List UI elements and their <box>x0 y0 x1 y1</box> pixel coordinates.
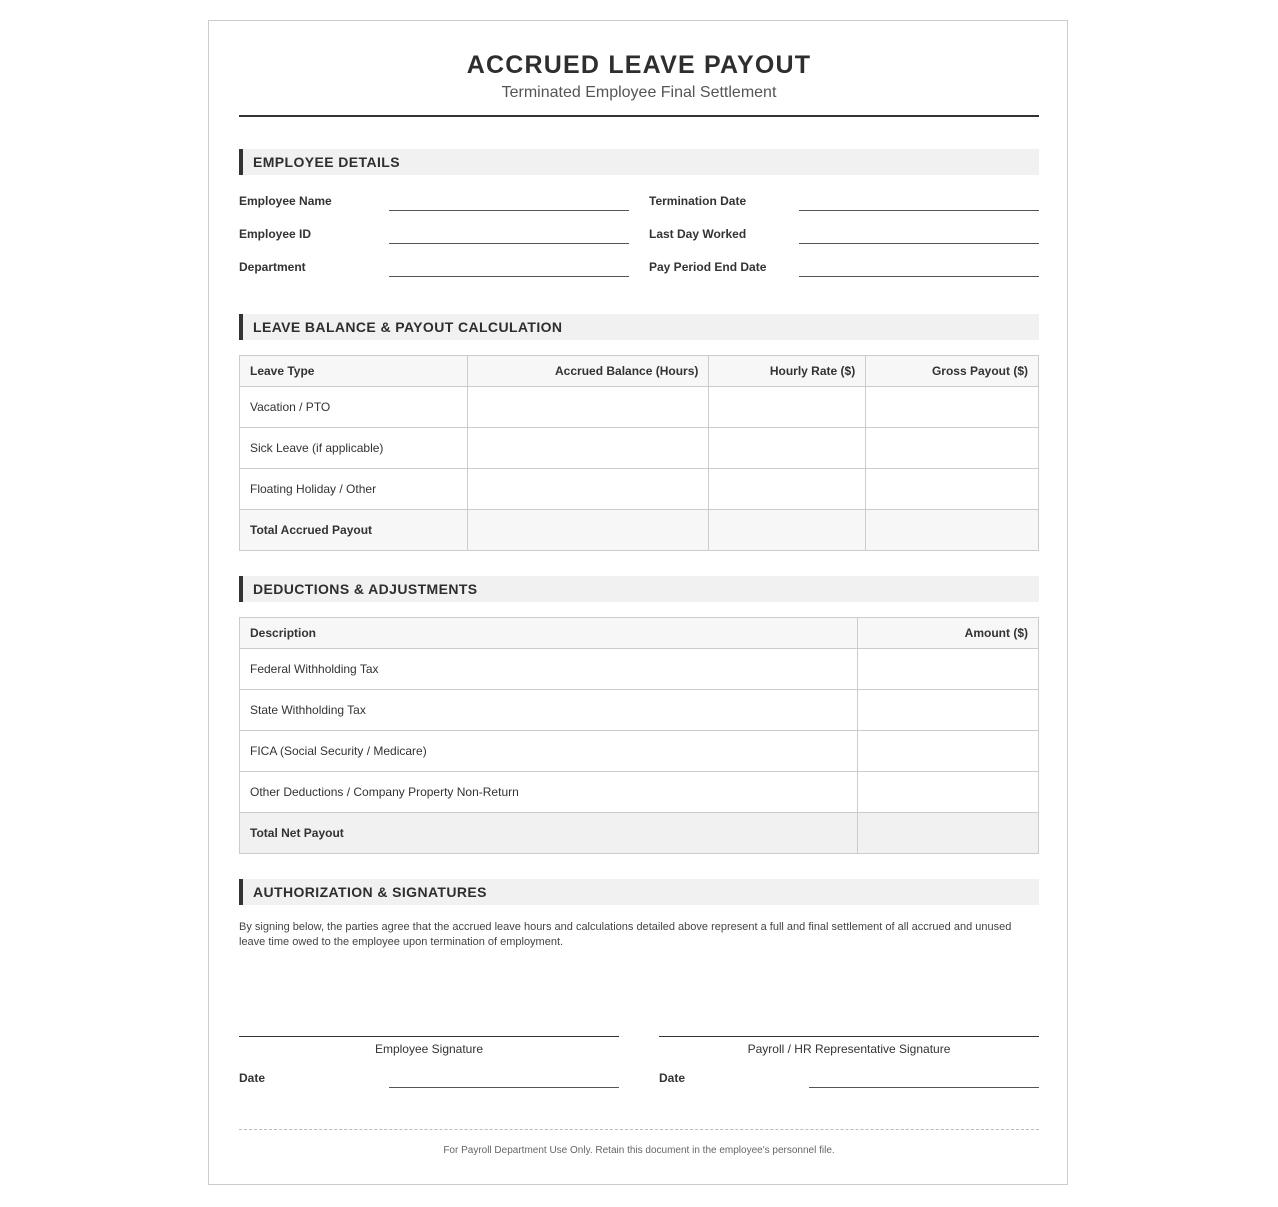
table-row <box>240 428 1039 469</box>
hr-date-label: Date <box>659 1071 686 1085</box>
table-row <box>240 690 1039 731</box>
department-field[interactable] <box>389 276 629 277</box>
section-heading-authorization: AUTHORIZATION & SIGNATURES <box>239 879 1039 905</box>
table-row <box>240 387 1039 428</box>
leave-balance-table <box>239 355 1039 551</box>
termination-date-field[interactable] <box>799 210 1039 211</box>
table-row <box>240 772 1039 813</box>
total-accrued-payout-label: Total Accrued Payout <box>240 510 468 551</box>
gross-payout-cell[interactable] <box>866 469 1039 510</box>
column-header-amount: Amount ($) <box>858 618 1039 649</box>
agreement-text: By signing below, the parties agree that the accrued leave hours and calculations detailed above represent a full and final settlement of all accrued and unused leave time owed to the employee upon termination of employment. <box>239 921 1012 948</box>
column-header-accrued-balance: Accrued Balance (Hours) <box>467 356 709 387</box>
last-day-worked-label: Last Day Worked <box>649 227 747 241</box>
gross-payout-cell[interactable] <box>866 387 1039 428</box>
total-row <box>240 813 1039 854</box>
accrued-balance-cell[interactable] <box>467 428 709 469</box>
table-header-row <box>240 356 1039 387</box>
total-gross-payout-cell[interactable] <box>866 510 1039 551</box>
gross-payout-cell[interactable] <box>866 428 1039 469</box>
employee-signature-line[interactable] <box>239 1036 619 1037</box>
field-row-1 <box>239 193 1039 215</box>
leave-type-cell: Floating Holiday / Other <box>240 469 468 510</box>
section-heading-leave-balance: LEAVE BALANCE & PAYOUT CALCULATION <box>239 314 1039 340</box>
leave-type-cell: Sick Leave (if applicable) <box>240 428 468 469</box>
employee-date-field[interactable] <box>389 1087 619 1088</box>
document-header <box>239 21 1039 117</box>
department-label: Department <box>239 260 306 274</box>
hourly-rate-cell[interactable] <box>709 387 866 428</box>
total-net-payout-cell[interactable] <box>858 813 1039 854</box>
hr-signature-caption: Payroll / HR Representative Signature <box>747 1042 951 1056</box>
total-row <box>240 510 1039 551</box>
hr-signature-line[interactable] <box>659 1036 1039 1037</box>
column-header-leave-type: Leave Type <box>240 356 468 387</box>
table-header-row <box>240 618 1039 649</box>
document-title: ACCRUED LEAVE PAYOUT <box>466 51 812 79</box>
total-accrued-balance-cell[interactable] <box>467 510 709 551</box>
document-page <box>208 20 1068 1185</box>
hr-date-field[interactable] <box>809 1087 1039 1088</box>
hourly-rate-cell[interactable] <box>709 469 866 510</box>
employee-name-label: Employee Name <box>239 194 332 208</box>
column-header-gross-payout: Gross Payout ($) <box>866 356 1039 387</box>
section-heading-deductions: DEDUCTIONS & ADJUSTMENTS <box>239 576 1039 602</box>
employee-id-field[interactable] <box>389 243 629 244</box>
deduction-description-cell: Other Deductions / Company Property Non-Return <box>240 772 858 813</box>
employee-signature-caption: Employee Signature <box>374 1042 484 1056</box>
field-row-3 <box>239 259 1039 281</box>
last-day-worked-field[interactable] <box>799 243 1039 244</box>
employee-id-label: Employee ID <box>239 227 312 241</box>
deduction-amount-cell[interactable] <box>858 649 1039 690</box>
column-header-hourly-rate: Hourly Rate ($) <box>709 356 866 387</box>
field-row-2 <box>239 226 1039 248</box>
employee-date-label: Date <box>239 1071 266 1085</box>
footer-note: For Payroll Department Use Only. Retain this document in the employee's personnel file. <box>443 1145 835 1156</box>
deduction-amount-cell[interactable] <box>858 772 1039 813</box>
pay-period-end-date-field[interactable] <box>799 276 1039 277</box>
deductions-table <box>239 617 1039 854</box>
total-net-payout-label: Total Net Payout <box>240 813 858 854</box>
table-row <box>240 469 1039 510</box>
section-heading-employee-details: EMPLOYEE DETAILS <box>239 149 1039 175</box>
accrued-balance-cell[interactable] <box>467 469 709 510</box>
table-row <box>240 731 1039 772</box>
deduction-description-cell: Federal Withholding Tax <box>240 649 858 690</box>
accrued-balance-cell[interactable] <box>467 387 709 428</box>
column-header-description: Description <box>240 618 858 649</box>
hourly-rate-cell[interactable] <box>709 428 866 469</box>
pay-period-end-date-label: Pay Period End Date <box>649 260 767 274</box>
deduction-amount-cell[interactable] <box>858 731 1039 772</box>
deduction-amount-cell[interactable] <box>858 690 1039 731</box>
deduction-description-cell: State Withholding Tax <box>240 690 858 731</box>
table-row <box>240 649 1039 690</box>
leave-type-cell: Vacation / PTO <box>240 387 468 428</box>
deduction-description-cell: FICA (Social Security / Medicare) <box>240 731 858 772</box>
document-body <box>239 21 1039 1156</box>
termination-date-label: Termination Date <box>649 194 747 208</box>
total-hourly-rate-cell[interactable] <box>709 510 866 551</box>
document-subtitle: Terminated Employee Final Settlement <box>501 84 777 101</box>
footer-divider <box>239 1129 1039 1130</box>
employee-name-field[interactable] <box>389 210 629 211</box>
